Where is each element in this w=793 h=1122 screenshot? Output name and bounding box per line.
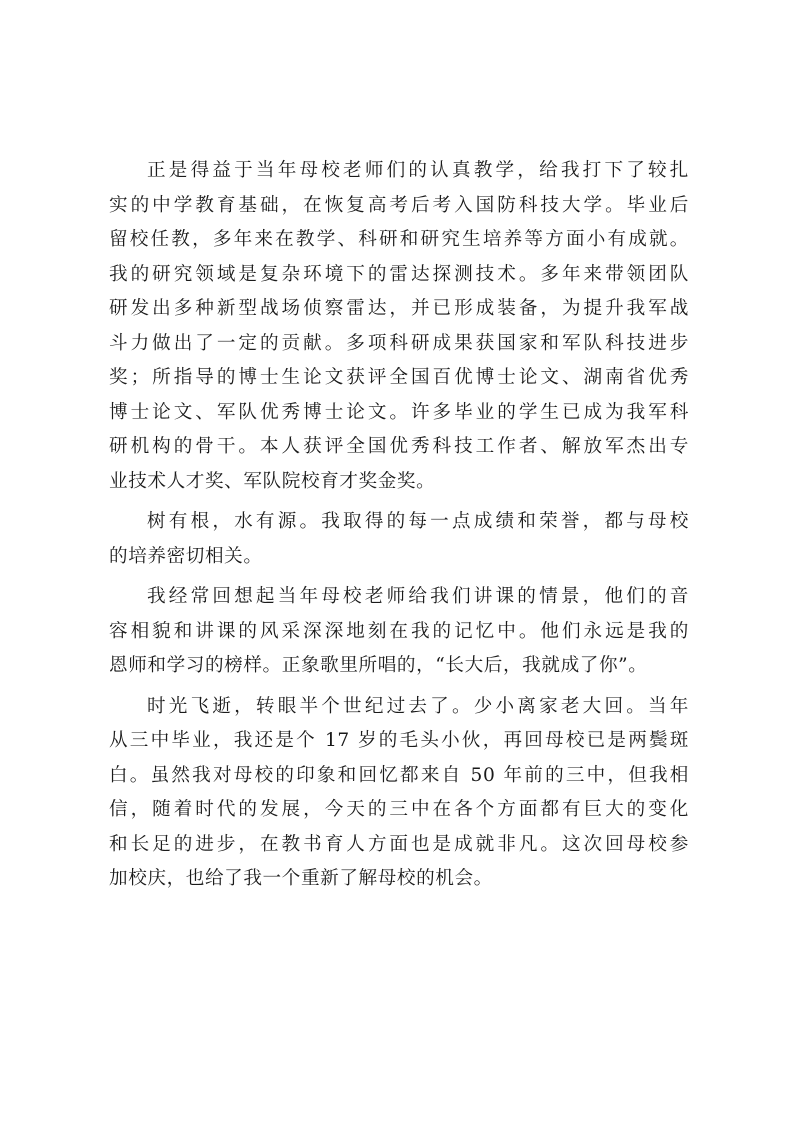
- paragraph-1: [109, 154, 689, 499]
- text-line: 研机构的骨干。本人获评全国优秀科技工作者、解放军杰出专: [109, 436, 689, 457]
- text-line: 和长足的进步，在教书育人方面也是成就非凡。这次回母校参: [109, 833, 689, 855]
- text-line: 实的中学教育基础，在恢复高考后考入国防科技大学。毕业后: [109, 194, 689, 216]
- text-line: 博士论文、军队优秀博士论文。许多毕业的学生已成为我军科: [109, 401, 689, 423]
- paragraph-4: [109, 690, 689, 897]
- text-line: 的培养密切相关。: [109, 545, 263, 567]
- text-line: 时光飞逝，转眼半个世纪过去了。少小离家老大回。当年: [147, 695, 689, 717]
- document-body: [109, 154, 689, 897]
- text-line: 留校任教，多年来在教学、科研和研究生培养等方面小有成就。: [109, 229, 689, 250]
- text-line: 加校庆，也给了我一个重新了解母校的机会。: [109, 868, 493, 889]
- text-line: 树有根，水有源。我取得的每一点成绩和荣誉，都与母校: [147, 511, 689, 532]
- paragraph-3: [109, 580, 689, 684]
- text-line: 从三中毕业，我还是个 17 岁的毛头小伙，再回母校已是两鬓斑: [109, 730, 689, 751]
- text-line: 恩师和学习的榜样。正象歌里所唱的，“长大后，我就成了你”。: [109, 655, 648, 676]
- text-line: 正是得益于当年母校老师们的认真教学，给我打下了较扎: [147, 160, 689, 181]
- text-line: 斗力做出了一定的贡献。多项科研成果获国家和军队科技进步: [109, 332, 689, 354]
- text-line: 研发出多种新型战场侦察雷达，并已形成装备，为提升我军战: [109, 298, 689, 319]
- text-line: 白。虽然我对母校的印象和回忆都来自 50 年前的三中，但我相: [109, 764, 689, 786]
- text-line: 奖；所指导的博士生论文获评全国百优博士论文、湖南省优秀: [109, 367, 689, 388]
- text-line: 我的研究领域是复杂环境下的雷达探测技术。多年来带领团队: [109, 263, 689, 285]
- paragraph-2: [109, 505, 689, 574]
- text-line: 信，随着时代的发展，今天的三中在各个方面都有巨大的变化: [109, 799, 689, 820]
- text-line: 容相貌和讲课的风采深深地刻在我的记忆中。他们永远是我的: [109, 620, 689, 642]
- text-line: 我经常回想起当年母校老师给我们讲课的情景，他们的音: [147, 586, 689, 607]
- text-line: 业技术人才奖、军队院校育才奖金奖。: [109, 470, 436, 492]
